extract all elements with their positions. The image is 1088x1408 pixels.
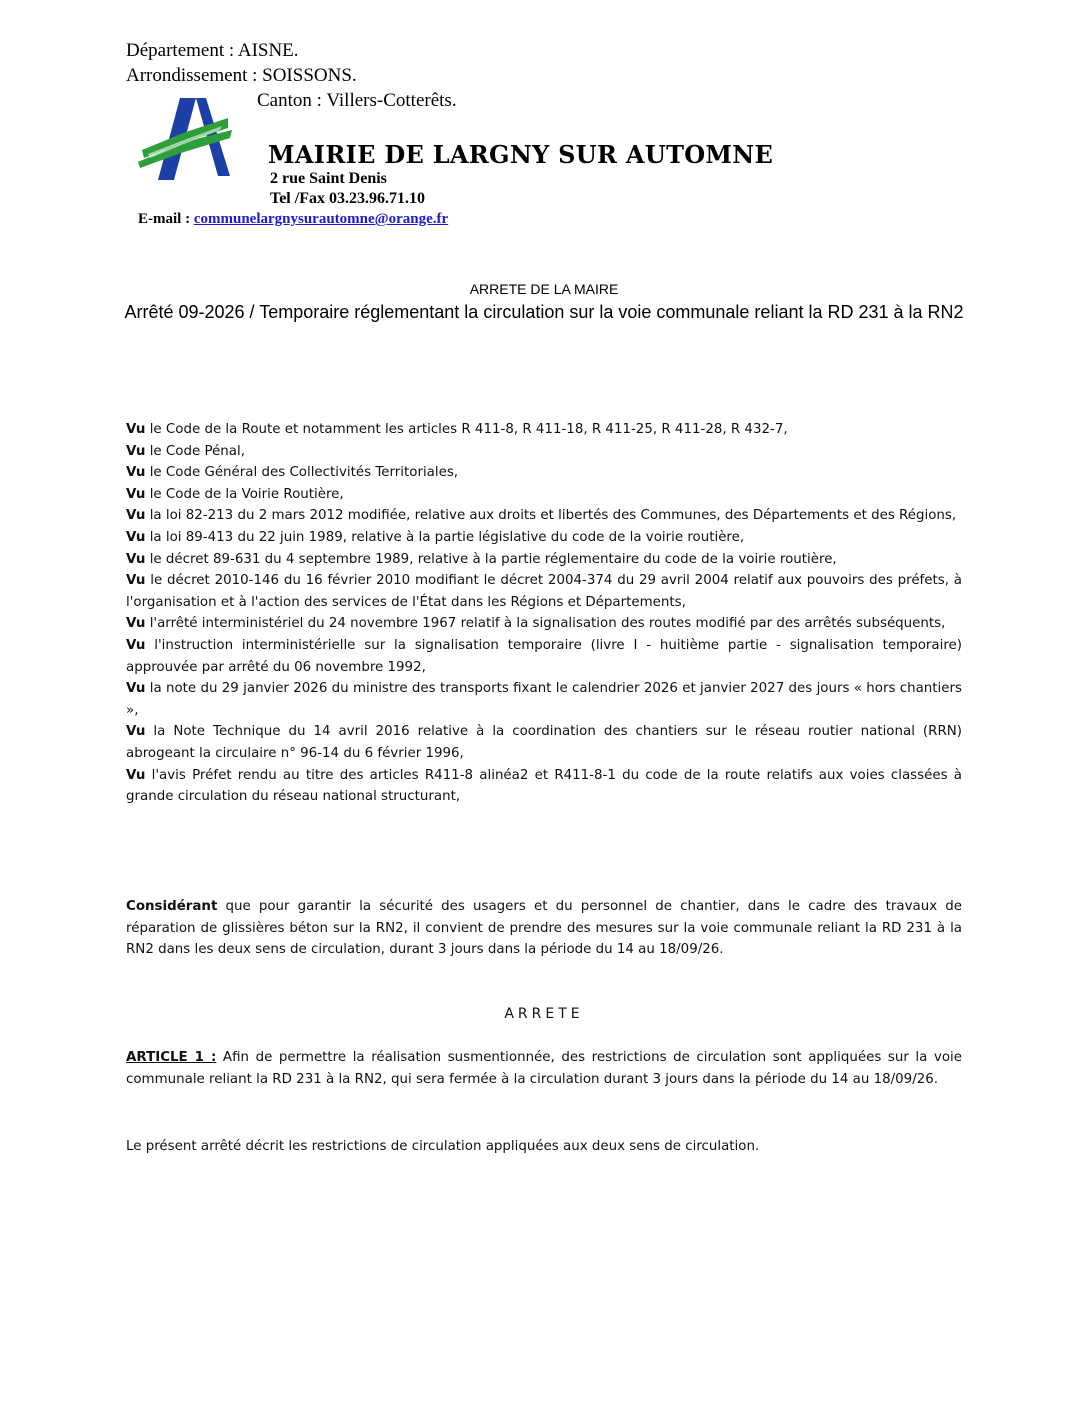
- vu-text: la Note Technique du 14 avril 2016 relative à la coordination des chantiers sur le réseau routier national (RRN) abrogeant la circulaire n° 96-14 du 6 février 1996,: [126, 724, 962, 761]
- vu-keyword: Vu: [126, 681, 146, 697]
- vu-keyword: Vu: [126, 551, 146, 567]
- vu-keyword: Vu: [126, 637, 146, 653]
- vu-text: le décret 2010-146 du 16 février 2010 modifiant le décret 2004-374 du 29 avril 2004 relatif aux pouvoirs des préfets, à l'organisation et à l'action des services de l'État dans les Régions et Départements,: [126, 573, 962, 610]
- vu-keyword: Vu: [126, 573, 146, 589]
- considerant-paragraph: [126, 896, 962, 961]
- vu-keyword: Vu: [126, 443, 146, 459]
- arrete-label: ARRETE DE LA MAIRE: [469, 281, 619, 297]
- vu-item: [126, 549, 962, 571]
- vu-keyword: Vu: [126, 616, 146, 632]
- vu-item: [126, 613, 962, 635]
- mairie-phone: Tel /Fax 03.23.96.71.10: [270, 190, 425, 207]
- canton-line: Canton : Villers-Cotterêts.: [257, 90, 457, 111]
- vu-keyword: Vu: [126, 529, 146, 545]
- vu-item: [126, 419, 962, 441]
- vu-list: [126, 419, 962, 808]
- vu-text: le Code de la Voirie Routière,: [149, 486, 344, 502]
- departement-line: Département : AISNE.: [126, 40, 299, 61]
- email-link[interactable]: communelargnysurautomne@orange.fr: [193, 211, 449, 227]
- vu-text: l'arrêté interministériel du 24 novembre 1967 relatif à la signalisation des routes modifié par des arrêtés subséquents,: [149, 616, 946, 632]
- vu-keyword: Vu: [126, 724, 146, 740]
- arrete-title: Arrêté 09-2026 / Temporaire réglementant la circulation sur la voie communale reliant la RD 231 à la RN2: [124, 302, 964, 322]
- vu-text: le Code Pénal,: [149, 443, 245, 459]
- article-1: [126, 1047, 962, 1090]
- mairie-logo-icon: [136, 96, 234, 182]
- arrete-heading: ARRETE: [504, 1006, 584, 1022]
- vu-item: [126, 441, 962, 463]
- considerant-keyword: Considérant: [126, 899, 218, 914]
- vu-text: la loi 89-413 du 22 juin 1989, relative à la partie législative du code de la voirie routière,: [149, 529, 745, 545]
- vu-text: la note du 29 janvier 2026 du ministre des transports fixant le calendrier 2026 et janvier 2027 des jours « hors chantiers »,: [126, 681, 962, 718]
- considerant-text: que pour garantir la sécurité des usagers et du personnel de chantier, dans le cadre des travaux de réparation de glissières béton sur la RN2, il convient de prendre des mesures sur la voie communale reliant la RD 231 à la RN2 dans les deux sens de circulation, durant 3 jours dans la période du 14 au 18/09/26.: [126, 899, 962, 958]
- mairie-address: 2 rue Saint Denis: [270, 170, 387, 187]
- vu-keyword: Vu: [126, 767, 146, 783]
- vu-text: l'avis Préfet rendu au titre des articles R411-8 alinéa2 et R411-8-1 du code de la route relatifs aux voies classées à grande circulation du réseau national structurant,: [126, 767, 962, 805]
- arrondissement-line: Arrondissement : SOISSONS.: [126, 65, 357, 86]
- vu-item: [126, 678, 962, 721]
- vu-text: la loi 82-213 du 2 mars 2012 modifiée, relative aux droits et libertés des Communes, des Départements et des Régions,: [149, 508, 957, 524]
- vu-keyword: Vu: [126, 486, 146, 502]
- present-paragraph: Le présent arrêté décrit les restrictions de circulation appliquées aux deux sens de circulation.: [126, 1139, 760, 1154]
- vu-text: le Code de la Route et notamment les articles R 411-8, R 411-18, R 411-25, R 411-28, R 432-7,: [149, 422, 788, 437]
- vu-item: [126, 527, 962, 549]
- vu-item: [126, 765, 962, 808]
- vu-keyword: Vu: [126, 422, 146, 437]
- vu-item: [126, 505, 962, 527]
- vu-item: [126, 462, 962, 484]
- vu-item: [126, 721, 962, 764]
- vu-keyword: Vu: [126, 465, 146, 481]
- vu-keyword: Vu: [126, 508, 146, 524]
- vu-item: [126, 635, 962, 678]
- vu-item: [126, 484, 962, 506]
- vu-text: le Code Général des Collectivités Territoriales,: [149, 465, 459, 481]
- vu-text: l'instruction interministérielle sur la signalisation temporaire (livre I - huitième partie - signalisation temporaire) approuvée par arrêté du 06 novembre 1992,: [126, 637, 962, 675]
- vu-item: [126, 570, 962, 613]
- mairie-title: MAIRIE DE LARGNY SUR AUTOMNE: [268, 140, 774, 169]
- article-1-text: Afin de permettre la réalisation susmentionnée, des restrictions de circulation sont appliquées sur la voie communale reliant la RD 231 à la RN2, qui sera fermée à la circulation durant 3 jours dans la période du 14 au 18/09/26.: [126, 1050, 962, 1087]
- email-label: E-mail :: [138, 211, 194, 227]
- article-1-label: ARTICLE 1 :: [126, 1050, 217, 1065]
- email-row: [138, 211, 448, 228]
- vu-text: le décret 89-631 du 4 septembre 1989, relative à la partie réglementaire du code de la voirie routière,: [149, 551, 837, 567]
